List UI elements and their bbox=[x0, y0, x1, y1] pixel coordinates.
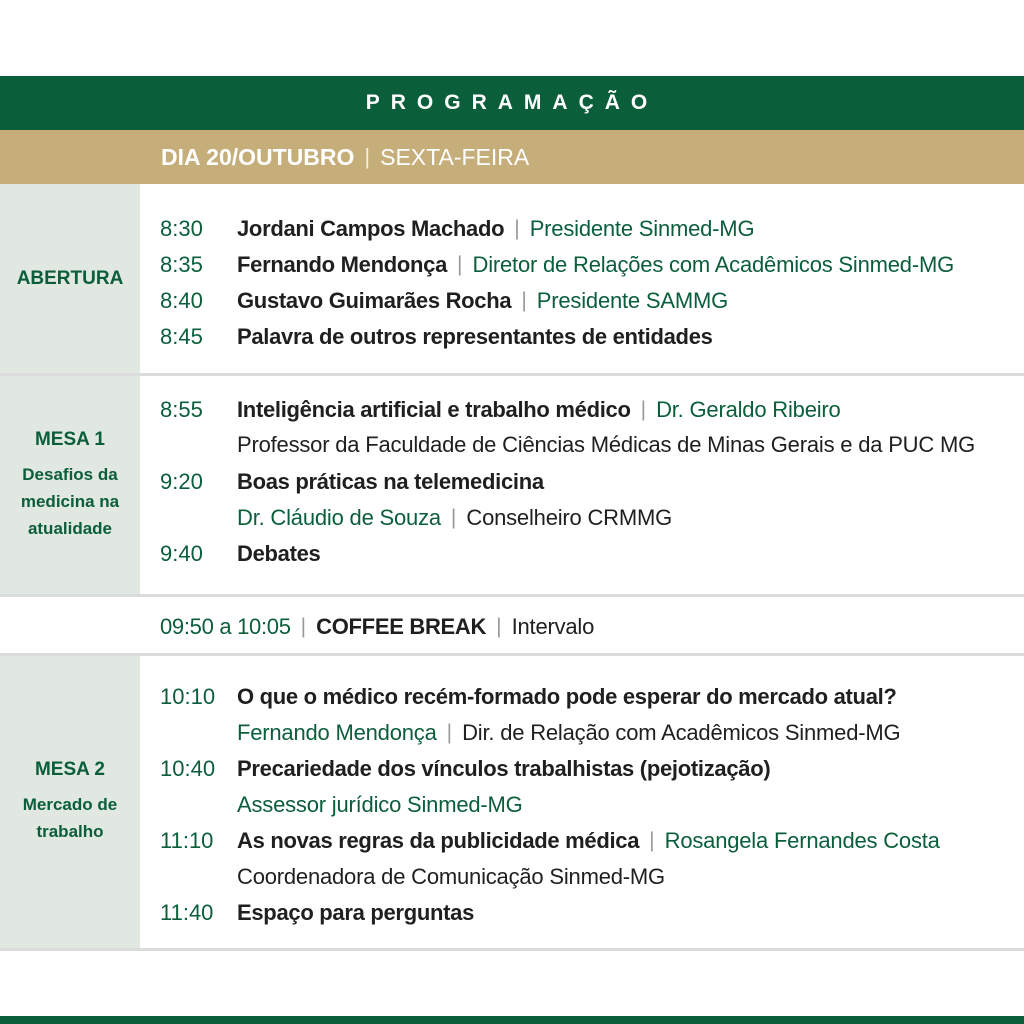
page-title: PROGRAMAÇÃO bbox=[365, 91, 659, 114]
item-title: Inteligência artificial e trabalho médico bbox=[237, 397, 631, 422]
time: 8:45 bbox=[160, 324, 203, 349]
separator: | bbox=[300, 615, 307, 638]
schedule-detail bbox=[237, 860, 665, 894]
subtitle-line: atualidade bbox=[27, 518, 113, 538]
header-bar bbox=[0, 76, 1024, 130]
section-subtitle-mesa2 bbox=[23, 791, 117, 845]
coffee-time: 09:50 a 10:05 bbox=[160, 614, 291, 639]
time: 8:40 bbox=[160, 288, 203, 313]
divider bbox=[0, 594, 1024, 597]
divider bbox=[0, 653, 1024, 656]
day-date: DIA 20/OUTUBRO bbox=[161, 143, 355, 170]
time: 8:30 bbox=[160, 216, 203, 241]
section-title-mesa1: MESA 1 bbox=[34, 428, 106, 450]
footer-bar bbox=[0, 1016, 1024, 1024]
item-speaker: Dr. Cláudio de Souza bbox=[237, 505, 441, 530]
item-title: Espaço para perguntas bbox=[237, 900, 475, 925]
item-title: Jordani Campos Machado bbox=[237, 216, 505, 241]
schedule-row bbox=[160, 752, 770, 786]
subtitle-line: Mercado de bbox=[22, 795, 118, 814]
time: 9:40 bbox=[160, 541, 203, 566]
time: 8:35 bbox=[160, 252, 203, 277]
item-title: As novas regras da publicidade médica bbox=[237, 828, 640, 853]
schedule-row bbox=[160, 896, 474, 930]
time: 10:40 bbox=[160, 756, 216, 781]
time: 11:10 bbox=[160, 828, 214, 853]
time: 11:40 bbox=[160, 900, 214, 925]
sidebar-abertura bbox=[0, 184, 140, 373]
item-title: Precariedade dos vínculos trabalhistas (pejotização) bbox=[237, 756, 771, 781]
separator: | bbox=[496, 615, 502, 638]
section-title-mesa2: MESA 2 bbox=[34, 759, 106, 780]
day-weekday: SEXTA-FEIRA bbox=[380, 143, 530, 170]
item-title: Boas práticas na telemedicina bbox=[237, 469, 544, 494]
divider bbox=[0, 948, 1024, 951]
subtitle-line: trabalho bbox=[36, 822, 104, 841]
schedule-detail bbox=[237, 501, 672, 535]
schedule-row bbox=[160, 824, 940, 858]
section-title-abertura: ABERTURA bbox=[16, 267, 124, 289]
time: 10:10 bbox=[160, 684, 216, 709]
separator: | bbox=[640, 398, 647, 421]
item-role: Presidente Sinmed-MG bbox=[529, 216, 755, 241]
item-speaker: Rosangela Fernandes Costa bbox=[664, 828, 940, 853]
schedule-detail bbox=[237, 716, 900, 750]
item-role: Dir. de Relação com Acadêmicos Sinmed-MG bbox=[462, 720, 901, 745]
item-role: Conselheiro CRMMG bbox=[466, 505, 673, 530]
item-speaker: Fernando Mendonça bbox=[237, 720, 437, 745]
sidebar-mesa1 bbox=[0, 376, 140, 594]
time: 8:55 bbox=[160, 397, 203, 422]
item-detail: Coordenadora de Comunicação Sinmed-MG bbox=[237, 864, 665, 889]
coffee-label: Intervalo bbox=[511, 614, 595, 639]
item-title: Gustavo Guimarães Rocha bbox=[237, 288, 512, 313]
item-title: O que o médico recém-formado pode esperar do mercado atual? bbox=[237, 684, 897, 709]
item-speaker: Assessor jurídico Sinmed-MG bbox=[237, 792, 523, 817]
schedule-detail bbox=[237, 788, 523, 822]
day-label bbox=[161, 144, 529, 171]
subtitle-line: Desafios da bbox=[22, 464, 118, 484]
sidebar-mesa2 bbox=[0, 656, 140, 948]
schedule-row bbox=[160, 393, 841, 427]
separator: | bbox=[450, 506, 457, 529]
section-subtitle-mesa1 bbox=[21, 461, 119, 542]
item-title: Palavra de outros representantes de entidades bbox=[237, 324, 713, 349]
subtitle-line: medicina na bbox=[20, 491, 120, 511]
coffee-break-row bbox=[160, 610, 594, 644]
separator: | bbox=[446, 721, 453, 744]
time: 9:20 bbox=[160, 469, 203, 494]
schedule-row bbox=[160, 680, 897, 714]
separator: | bbox=[457, 253, 463, 276]
item-title: Debates bbox=[237, 541, 321, 566]
day-bar bbox=[0, 130, 1024, 184]
divider bbox=[0, 373, 1024, 376]
item-title: Fernando Mendonça bbox=[237, 252, 448, 277]
schedule-row bbox=[160, 248, 954, 282]
schedule-row bbox=[160, 284, 728, 318]
item-role: Diretor de Relações com Acadêmicos Sinmed-MG bbox=[472, 252, 954, 277]
schedule-row bbox=[160, 212, 754, 246]
day-separator: | bbox=[364, 144, 371, 169]
separator: | bbox=[514, 217, 520, 240]
item-role: Presidente SAMMG bbox=[536, 288, 728, 313]
separator: | bbox=[521, 289, 527, 312]
schedule-row bbox=[160, 537, 321, 571]
item-speaker: Dr. Geraldo Ribeiro bbox=[656, 397, 841, 422]
item-detail: Professor da Faculdade de Ciências Médicas de Minas Gerais e da PUC MG bbox=[237, 432, 976, 457]
schedule-row bbox=[160, 320, 713, 354]
separator: | bbox=[649, 829, 655, 852]
schedule-detail bbox=[237, 428, 975, 462]
schedule-row bbox=[160, 465, 544, 499]
coffee-title: COFFEE BREAK bbox=[316, 614, 487, 639]
